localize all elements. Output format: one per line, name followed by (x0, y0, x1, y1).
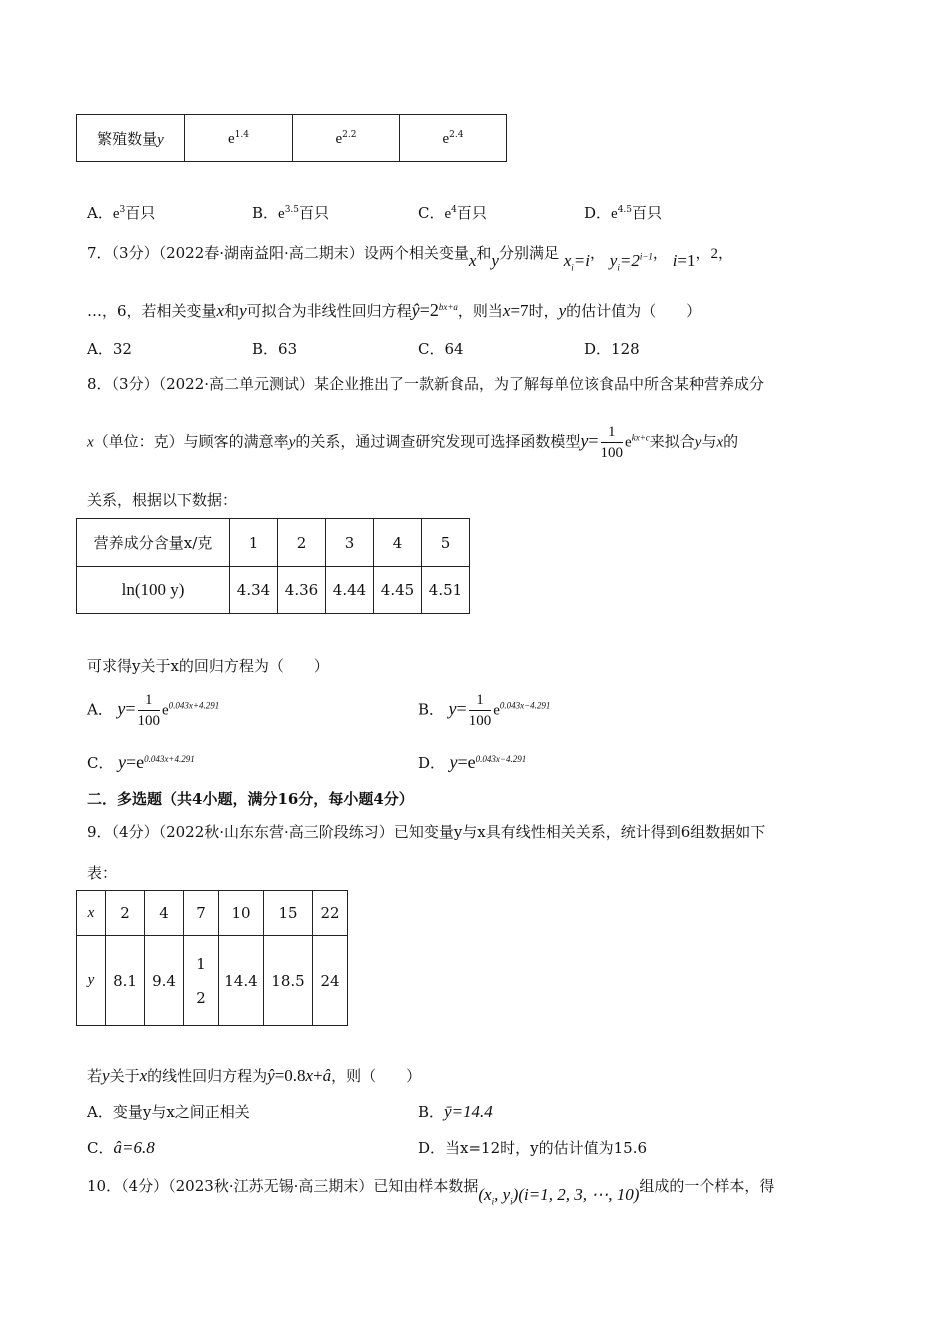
q9-line2: 表： (87, 864, 118, 882)
q7-line2: …，6，若相关变量x和y可拟合为非线性回归方程$ŷ=2^{bx+a}$，则当x=7时，y的估计值为（ ） (87, 300, 702, 320)
q8-question: 可求得y关于x的回归方程为（ ） (87, 657, 329, 675)
q9-table (76, 890, 348, 1026)
q8-table-cell: 4.34 (230, 567, 278, 614)
q8-table-cell: 4.45 (374, 567, 422, 614)
q9-table-cell: 4 (145, 891, 184, 936)
top-table (76, 114, 507, 162)
q9-table-cell: 7 (184, 891, 219, 936)
q9-table-cell: 10 (219, 891, 264, 936)
q9-table-cell: 22 (313, 891, 348, 936)
q8-table-cell: 3 (326, 519, 374, 567)
q8-option-b[interactable]: B． y= $\frac{1}{100}$ $e^{0.043x-4.291}$ (418, 692, 551, 729)
q7-option-c[interactable]: C．64 (418, 340, 464, 358)
top-table-cell: $e^{2.2}$ (293, 115, 400, 162)
q8-table-cell: 1 (230, 519, 278, 567)
q8-table-cell: 4.51 (422, 567, 470, 614)
top-table-cell: $e^{2.4}$ (400, 115, 507, 162)
q9-line1: 9．（4分）（2022秋·山东东营·高三阶段练习）已知变量y与x具有线性相关关系，统计得到6组数据如下 (87, 823, 766, 841)
q7-option-a[interactable]: A．32 (87, 340, 132, 358)
q9-table-cell: 14.4 (219, 936, 264, 1026)
section-title: 二．多选题（共4小题，满分16分，每小题4分） (87, 790, 414, 808)
q8-line1: 8．（3分）（2022·高二单元测试）某企业推出了一款新食品，为了解每单位该食品中所含某种营养成分 (87, 375, 765, 393)
q8-table-cell: 4.36 (278, 567, 326, 614)
q9-option-a[interactable]: A．变量y与x之间正相关 (87, 1103, 250, 1121)
q9-table-cell: 1 2 (184, 936, 219, 1026)
q8-option-d[interactable]: D． $y=e^{0.043x-4.291}$ (418, 752, 527, 772)
q8-table (76, 518, 470, 614)
top-table-cell: $e^{1.4}$ (185, 115, 293, 162)
q8-line3: 关系，根据以下数据： (87, 491, 238, 509)
q8-table-header: 营养成分含量x/克 (77, 519, 230, 567)
q8-table-cell: 4 (374, 519, 422, 567)
top-table-label: 繁殖数量y (77, 115, 185, 162)
q8-table-cell: 5 (422, 519, 470, 567)
q8-table-header: ln(100 y) (77, 567, 230, 614)
q9-question: 若y关于x的线性回归方程为ŷ=0.8x+â，则（ ） (87, 1066, 422, 1085)
q7-option-b[interactable]: B．63 (252, 340, 298, 358)
q9-table-cell: 8.1 (106, 936, 145, 1026)
q10-line1: 10．（4分）（2023秋·江苏无锡·高三期末）已知由样本数据($x_i$, $y_i)(i=1$, 2, 3, ⋯, 10)组成的一个样本，得 (87, 1177, 775, 1207)
q9-option-d[interactable]: D．当x=12时，y的估计值为15.6 (418, 1139, 648, 1157)
q8-line2: x（单位：克）与顾客的满意率y的关系，通过调查研究发现可选择函数模型y= $\frac{1}{100}$ $e^{kx+c}$来拟合y与x的 (87, 424, 739, 461)
q9-table-cell: 24 (313, 936, 348, 1026)
q9-table-header: y (77, 936, 106, 1026)
q8-table-cell: 4.44 (326, 567, 374, 614)
q9-option-b[interactable]: B．ȳ=14.4 (418, 1102, 493, 1121)
q7-option-d[interactable]: D．128 (584, 340, 640, 358)
q6-option-a[interactable]: A．$e^3$百只 (87, 204, 156, 222)
q9-table-cell: 9.4 (145, 936, 184, 1026)
q6-option-c[interactable]: C．$e^4$百只 (418, 204, 487, 222)
q8-option-c[interactable]: C． $y=e^{0.043x+4.291}$ (87, 752, 195, 772)
q9-table-cell: 15 (264, 891, 313, 936)
q8-table-cell: 2 (278, 519, 326, 567)
q9-option-c[interactable]: C．â=6.8 (87, 1138, 155, 1157)
q6-option-b[interactable]: B．$e^{3.5}$百只 (252, 204, 330, 222)
q7-line1: 7．（3分）（2022春·湖南益阳·高二期末）设两个相关变量x和y分别满足 $x_i=i$， $y_i=2^{i-1}$， i=1，2， (87, 244, 734, 273)
q9-table-cell: 2 (106, 891, 145, 936)
q9-table-header: x (77, 891, 106, 936)
q9-table-cell: 18.5 (264, 936, 313, 1026)
q8-option-a[interactable]: A． y= $\frac{1}{100}$ $e^{0.043x+4.291}$ (87, 692, 220, 729)
q6-option-d[interactable]: D．$e^{4.5}$百只 (584, 204, 663, 222)
